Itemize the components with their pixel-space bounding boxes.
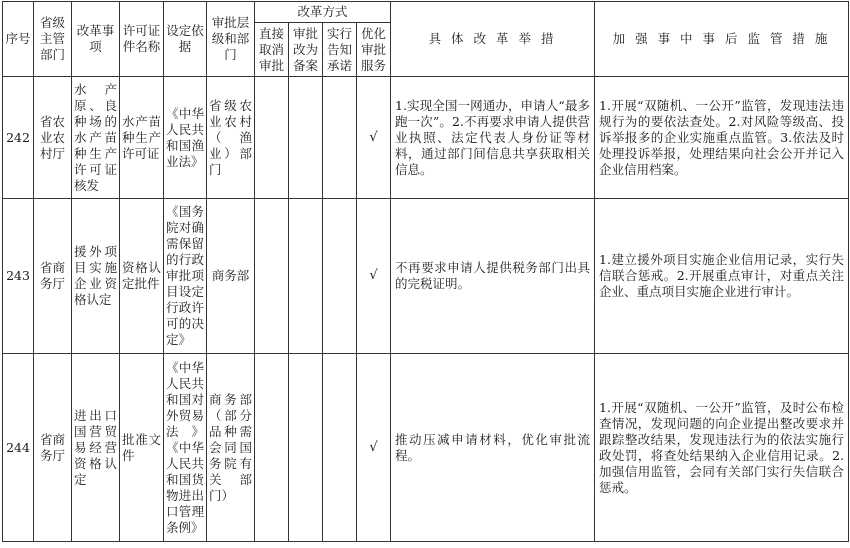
cell-notify bbox=[323, 199, 357, 354]
cell-cancel bbox=[255, 199, 289, 354]
cell-dept: 省农业农村厅 bbox=[34, 77, 72, 199]
col-header-permit: 许可证件名称 bbox=[120, 2, 164, 77]
col-header-dept: 省级主管部门 bbox=[34, 2, 72, 77]
col-header-seq: 序号 bbox=[3, 2, 34, 77]
table-row bbox=[3, 199, 849, 354]
col-header-optimize: 优化审批服务 bbox=[357, 23, 391, 77]
cell-level: 商务部（部分品种需会同国务院有关部门） bbox=[207, 354, 255, 542]
cell-optimize: √ bbox=[357, 354, 391, 542]
cell-basis: 《国务院对确需保留的行政审批项目设定行政许可的决定》 bbox=[164, 199, 207, 354]
col-header-change: 审批改为备案 bbox=[289, 23, 323, 77]
cell-dept: 省商务厅 bbox=[34, 354, 72, 542]
cell-supervision: 1.开展“双随机、一公开”监管，发现违法违规行为的要依法查处。2.对风险等级高、投诉举报多的企业实施重点监管。3.依法及时处理投诉举报，处理结果向社会公开并记入企业信用档案。 bbox=[595, 77, 849, 199]
cell-basis: 《中华人民共和国对外贸易法》《中华人民共和国货物进出口管理条例》 bbox=[164, 354, 207, 542]
cell-level: 商务部 bbox=[207, 199, 255, 354]
cell-measures: 不再要求申请人提供税务部门出具的完税证明。 bbox=[391, 199, 595, 354]
cell-seq: 243 bbox=[3, 199, 34, 354]
cell-permit: 资格认定批件 bbox=[120, 199, 164, 354]
col-header-basis: 设定依据 bbox=[164, 2, 207, 77]
col-header-supervision: 加 强 事 中 事 后 监 管 措 施 bbox=[595, 2, 849, 77]
cell-change bbox=[289, 199, 323, 354]
cell-permit: 批准文件 bbox=[120, 354, 164, 542]
reform-table bbox=[2, 1, 849, 542]
cell-item: 援外项目实施企业资格认定 bbox=[72, 199, 120, 354]
cell-level: 省级农业农村（渔业）部门 bbox=[207, 77, 255, 199]
cell-measures: 1.实现全国一网通办，申请人“最多跑一次”。2.不再要求申请人提供营业执照、法定代表人身份证等材料，通过部门间信息共享获取相关信息。 bbox=[391, 77, 595, 199]
table-row bbox=[3, 354, 849, 542]
cell-seq: 242 bbox=[3, 77, 34, 199]
cell-measures: 推动压减申请材料，优化审批流程。 bbox=[391, 354, 595, 542]
cell-change bbox=[289, 354, 323, 542]
cell-notify bbox=[323, 77, 357, 199]
table-row bbox=[3, 77, 849, 199]
cell-item: 水产原、良种场的水产苗种生产许可证核发 bbox=[72, 77, 120, 199]
cell-supervision: 1.开展“双随机、一公开”监管，及时公布检查情况，发现问题的向企业提出整改要求并跟踪整改结果，发现违法行为的依法实施行政处罚，将查处结果纳入企业信用记录。2.加强信用监管，会同有关部门实行失信联合惩戒。 bbox=[595, 354, 849, 542]
cell-cancel bbox=[255, 354, 289, 542]
cell-supervision: 1.建立援外项目实施企业信用记录，实行失信联合惩戒。2.开展重点审计，对重点关注企业、重点项目实施企业进行审计。 bbox=[595, 199, 849, 354]
cell-item: 进出口国营贸易经营资格认定 bbox=[72, 354, 120, 542]
col-header-item: 改革事项 bbox=[72, 2, 120, 77]
cell-seq: 244 bbox=[3, 354, 34, 542]
cell-optimize: √ bbox=[357, 77, 391, 199]
cell-dept: 省商务厅 bbox=[34, 199, 72, 354]
col-header-notify: 实行告知承诺 bbox=[323, 23, 357, 77]
cell-basis: 《中华人民共和国渔业法》 bbox=[164, 77, 207, 199]
cell-optimize: √ bbox=[357, 199, 391, 354]
header-row-1 bbox=[3, 2, 849, 23]
cell-notify bbox=[323, 354, 357, 542]
cell-permit: 水产苗种生产许可证 bbox=[120, 77, 164, 199]
col-header-cancel: 直接取消审批 bbox=[255, 23, 289, 77]
col-header-level: 审批层级和部门 bbox=[207, 2, 255, 77]
cell-change bbox=[289, 77, 323, 199]
col-header-reform-group: 改革方式 bbox=[255, 2, 391, 23]
cell-cancel bbox=[255, 77, 289, 199]
col-header-measures: 具 体 改 革 举 措 bbox=[391, 2, 595, 77]
